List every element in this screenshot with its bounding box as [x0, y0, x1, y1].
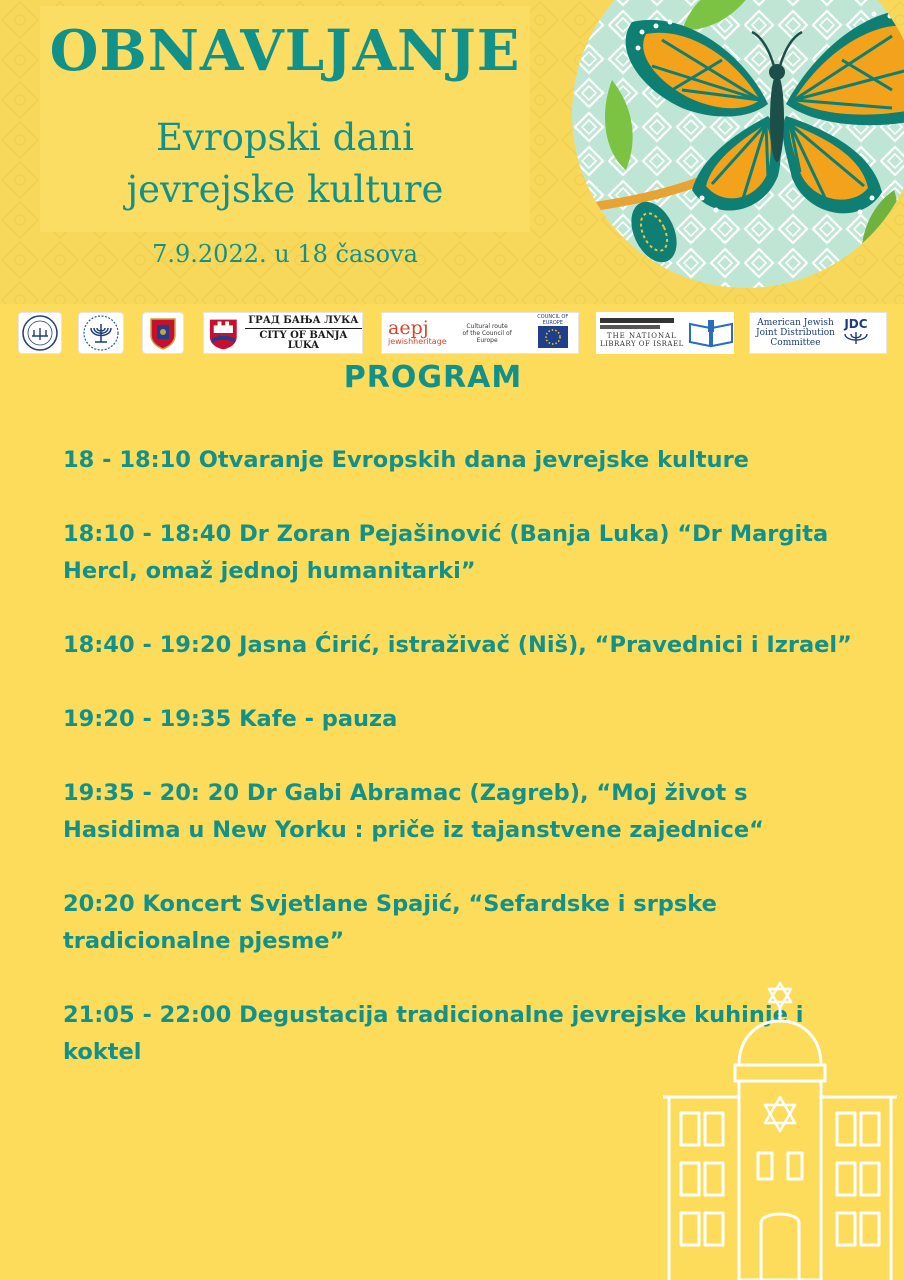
program-item: 18:40 - 19:20 Jasna Ćirić, istraživač (Niš), “Pravednici i Izrael” [63, 632, 852, 658]
banja-luka-latin: CITY OF BANJA LUKA [259, 329, 348, 351]
jdc-line-2: Joint Distribution [756, 328, 835, 338]
banja-luka-crest-icon [208, 315, 239, 351]
council-of-europe-label: COUNCIL OF EUROPE [537, 314, 569, 326]
synagogue-illustration [655, 975, 904, 1280]
national-library-israel-logo [596, 312, 734, 354]
banja-luka-cyrillic: ГРАД БАЊА ЛУКА [248, 314, 359, 326]
aepj-note-2: of the Council of Europe [462, 329, 512, 344]
jewish-community-logo [18, 312, 62, 354]
event-subtitle [45, 112, 525, 216]
aepj-sub: jewishheritage [388, 337, 447, 346]
aepj-wordmark [388, 319, 447, 347]
city-of-banja-luka-logo [203, 312, 363, 354]
nli-text [600, 318, 684, 348]
subtitle-line-2: jevrejske kulture [126, 168, 444, 211]
aepj-name: aepj [388, 317, 429, 339]
aepj-logo [381, 312, 579, 354]
program-item: 21:05 - 22:00 Degustacija tradicionalne jevrejske kuhinje i koktel [63, 1002, 804, 1065]
coat-of-arms-icon [148, 315, 178, 351]
aepj-note-1: Cultural route [466, 322, 508, 330]
nli-line-1: THE NATIONAL [606, 332, 677, 340]
program-heading: PROGRAM [343, 360, 523, 395]
eu-stars-icon [538, 326, 568, 348]
aepj-notes [453, 323, 522, 344]
program-item: 18 - 18:10 Otvaranje Evropskih dana jevrejske kulture [63, 447, 749, 473]
menorah-logo [78, 312, 124, 354]
partner-logos [18, 312, 890, 356]
republic-srpska-logo [142, 312, 184, 354]
banja-luka-text [245, 316, 362, 351]
butterfly-icon [572, 0, 904, 288]
jdc-emblem [841, 316, 871, 348]
program-item: 20:20 Koncert Svjetlane Spajić, “Sefardske i srpske tradicionalne pjesme” [63, 891, 717, 954]
program-item: 18:10 - 18:40 Dr Zoran Pejašinović (Banja Luka) “Dr Margita Hercl, omaž jednoj humanitarki” [63, 521, 829, 584]
community-seal-icon [21, 314, 59, 352]
event-title: OBNAVLJANJE [49, 18, 521, 84]
butterfly-illustration [572, 0, 904, 288]
jdc-logo [749, 312, 887, 354]
subtitle-line-1: Evropski dani [156, 116, 414, 159]
jdc-menorah-icon [841, 332, 871, 344]
jdc-mark: JDC [844, 316, 868, 331]
jdc-line-3: Committee [770, 338, 821, 348]
program-item: 19:20 - 19:35 Kafe - pauza [63, 706, 398, 732]
council-of-europe-mark [528, 314, 578, 352]
jdc-line-1: American Jewish [757, 318, 834, 328]
nli-line-2: LIBRARY OF ISRAEL [600, 340, 684, 348]
open-book-icon [688, 318, 734, 348]
program-item: 19:35 - 20: 20 Dr Gabi Abramac (Zagreb), “Moj život s Hasidima u New Yorku : priče iz tajanstvene zajednice“ [63, 780, 764, 843]
menorah-icon [81, 314, 121, 352]
event-date: 7.9.2022. u 18 časova [152, 240, 418, 268]
jdc-text [756, 318, 835, 348]
